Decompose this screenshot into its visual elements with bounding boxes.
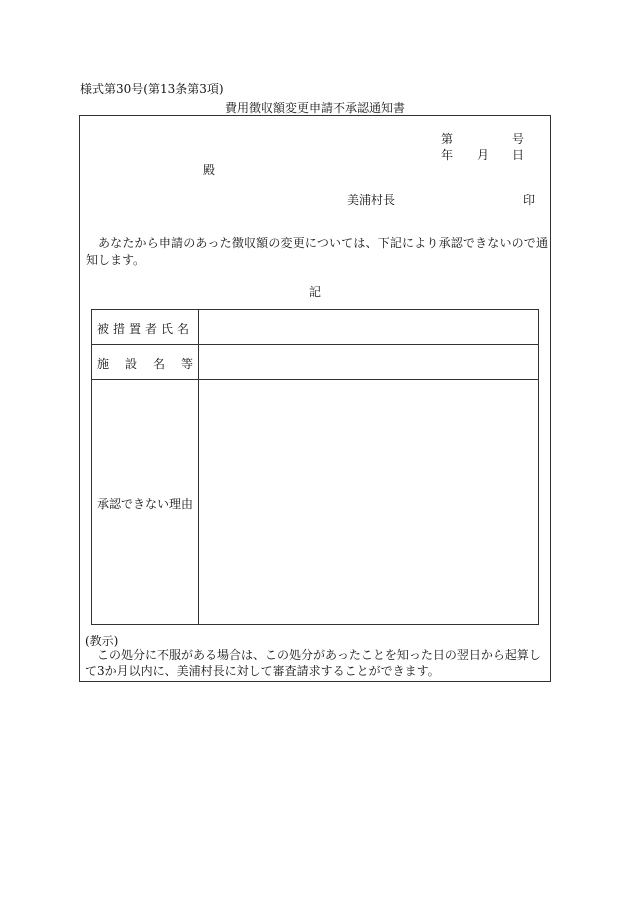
table-column-divider [198, 309, 199, 625]
facility-char: 設 [125, 357, 138, 371]
row-label-reason: 承認できない理由 [97, 497, 194, 511]
date-year-label: 年 [441, 148, 454, 162]
issuer-name: 美浦村長 [347, 193, 396, 207]
document-title: 費用徴収額変更申請不承認通知書 [224, 101, 405, 115]
table-row-divider [91, 344, 539, 345]
facility-char: 施 [97, 357, 110, 371]
row-label-facility [97, 355, 193, 372]
table-row-divider [91, 379, 539, 380]
date-day-label: 日 [512, 148, 525, 162]
number-suffix: 号 [512, 132, 525, 146]
ki-heading: 記 [308, 285, 321, 299]
seal-mark: 印 [523, 193, 536, 207]
number-prefix: 第 [441, 132, 454, 146]
body-paragraph: あなたから申請のあった徴収額の変更については、下記により承認できないので通知します。 [86, 236, 548, 267]
form-number-label: 様式第30号(第13条第3項) [80, 82, 224, 96]
date-month-label: 月 [477, 148, 490, 162]
row-label-person-name: 被措置者氏名 [97, 322, 194, 336]
facility-char: 等 [181, 357, 194, 371]
recipient-honorific: 殿 [203, 163, 216, 177]
notice-paragraph: この処分に不服がある場合は、この処分があったことを知った日の翌日から起算して3か月以内に、美浦村長に対して審査請求することができます。 [85, 648, 541, 678]
notice-heading: (教示) [85, 634, 119, 648]
facility-char: 名 [153, 357, 166, 371]
